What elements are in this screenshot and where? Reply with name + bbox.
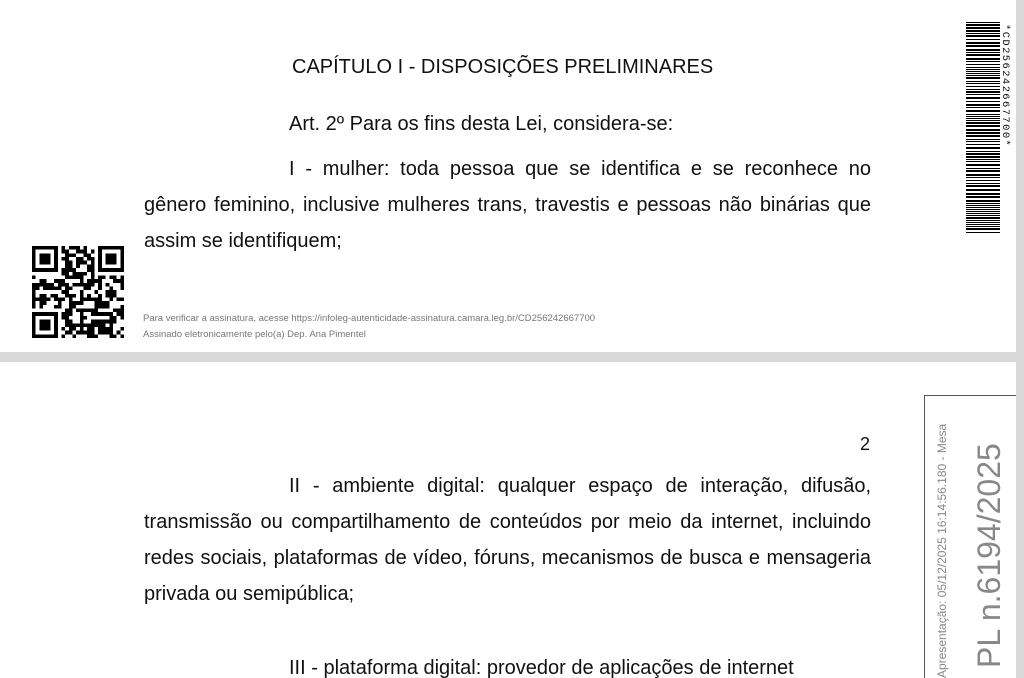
- signed-by-text: Assinado eletronicamente pelo(a) Dep. Ana Pimentel: [143, 329, 366, 340]
- item-ii-text: II - ambiente digital: qualquer espaço de interação, difusão, transmissão ou compartilhamento de conteúdos por meio da internet, incluindo redes sociais, plataformas de vídeo, fóruns, mecanismos de busca e mensageria privada ou semipública;: [144, 475, 871, 605]
- barcode-text: *CD256242667700*: [999, 24, 1011, 148]
- verify-link-text[interactable]: Para verificar a assinatura, acesse https://infoleg-autenticidade-assinatura.camara.leg.br/CD256242667700: [143, 313, 596, 324]
- qr-code-icon: [32, 246, 124, 338]
- protocol-stamp-pl: PL n.6194/2025: [971, 443, 1007, 668]
- chapter-title: CAPÍTULO I - DISPOSIÇÕES PRELIMINARES: [292, 56, 714, 78]
- article-2-heading: Art. 2º Para os fins desta Lei, considera-se:: [289, 113, 674, 135]
- paragraph-item-ii: [144, 468, 871, 612]
- signature-verification: [143, 311, 595, 343]
- item-iii-text: III - plataforma digital: provedor de aplicações de internet: [289, 657, 794, 678]
- item-i-text: I - mulher: toda pessoa que se identifica e se reconhece no gênero feminino, inclusive mulheres trans, travestis e pessoas não binárias que assim se identifiquem;: [144, 158, 871, 252]
- protocol-stamp-date: Apresentação: 05/12/2025 16:14:56.180 - Mesa: [935, 423, 949, 678]
- barcode-icon: [966, 22, 1000, 234]
- page-number: 2: [860, 434, 871, 454]
- paragraph-item-iii: [144, 650, 871, 678]
- paragraph-item-i: [144, 151, 871, 259]
- document-page-2: [0, 362, 1016, 678]
